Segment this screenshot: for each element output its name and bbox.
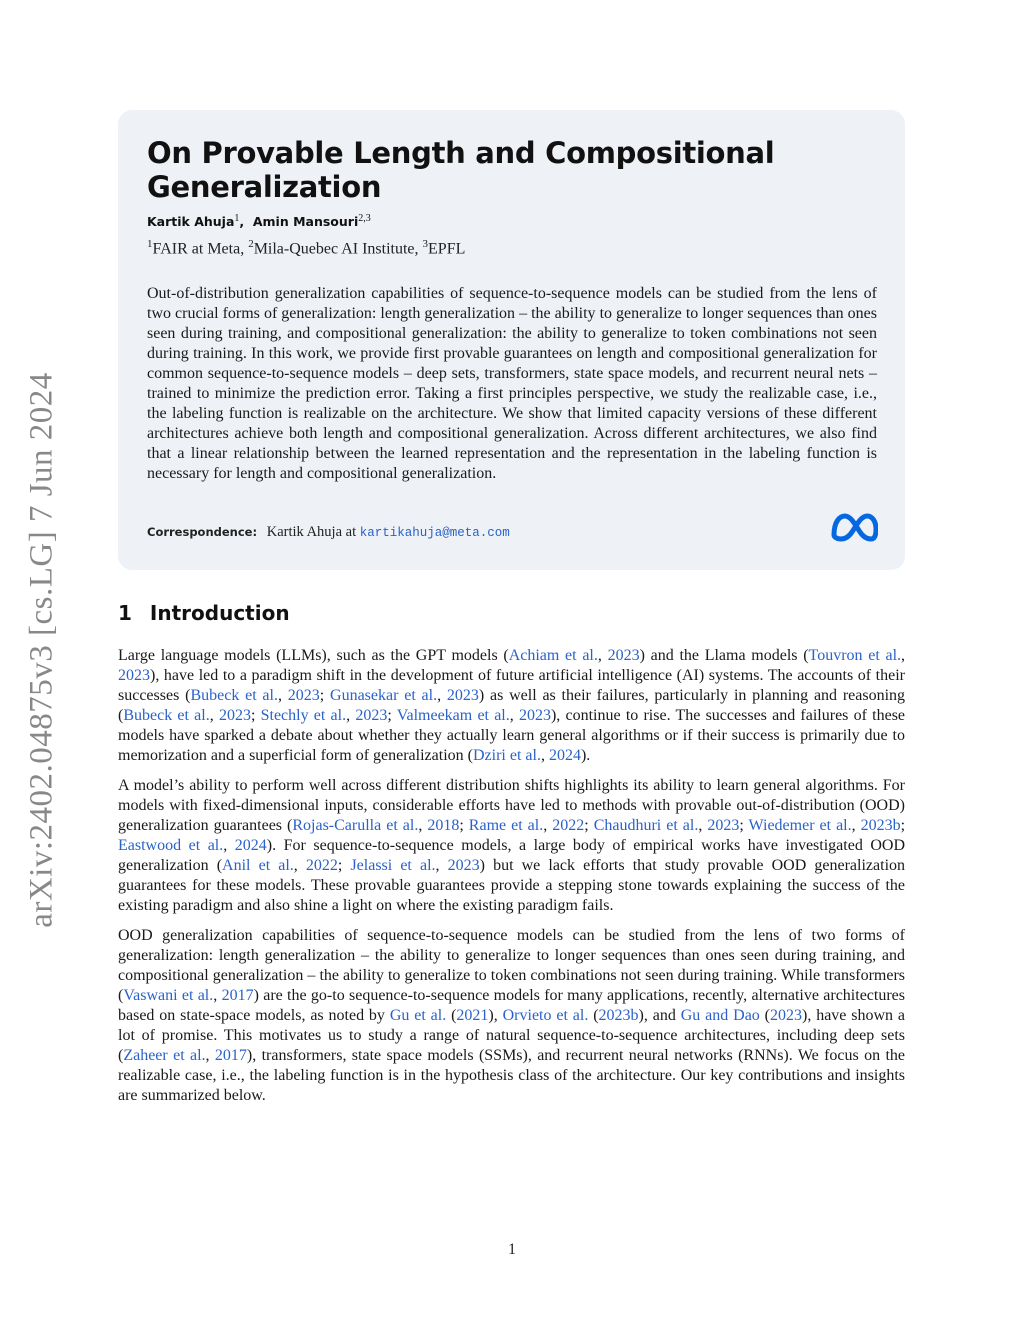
author-list: Kartik Ahuja$^1$, Amin Mansouri$^{2,3}$ <box>147 213 371 230</box>
body-text-run: ), and <box>638 1007 681 1024</box>
citation-link[interactable]: Gunasekar et al. <box>330 687 438 704</box>
citation-link[interactable]: Wiedemer et al. <box>748 817 852 834</box>
citation-link[interactable]: 2023b <box>860 817 901 834</box>
body-text-run: ; <box>250 707 261 724</box>
citation-link[interactable]: 2022 <box>305 857 338 874</box>
citation-link[interactable]: 2024 <box>548 747 581 764</box>
body-text-run: , <box>418 817 428 834</box>
body-text-run: , <box>213 987 222 1004</box>
body-text-run: , <box>437 687 447 704</box>
citation-link[interactable]: 2023 <box>118 667 150 684</box>
body-text-run: , <box>543 817 553 834</box>
body-text-run: ), have led to a paradigm shift in the development of future artificial intelligence (AI) systems. The accounts of their successes ( <box>118 667 905 704</box>
section-number: 1 <box>118 601 132 625</box>
citation-link[interactable]: Jelassi et al. <box>350 857 436 874</box>
body-paragraph <box>118 926 905 1106</box>
correspondence-name: Kartik Ahuja <box>266 524 343 540</box>
paper-title: On Provable Length and Compositional Generalization <box>147 136 775 204</box>
body-text-run: , <box>346 707 356 724</box>
body-text-run: , <box>698 817 708 834</box>
citation-link[interactable]: Rame et al. <box>468 817 544 834</box>
citation-link[interactable]: Dziri et al. <box>472 747 541 764</box>
body-text-run: ), <box>488 1007 503 1024</box>
citation-link[interactable]: Vaswani et al. <box>123 987 214 1004</box>
introduction-body <box>118 646 905 1116</box>
citation-link[interactable]: 2023 <box>770 1007 802 1024</box>
body-text-run: ; <box>459 817 469 834</box>
body-text-run: ( <box>446 1007 457 1024</box>
citation-link[interactable]: 2018 <box>427 817 460 834</box>
body-text-run: ), transformers, state space models (SSMs), and recurrent neural networks (RNNs). We focus on the realizable case, i.e., the labeling function is in the hypothesis class of the architecture. Our key contributions and insights are summarized below. <box>118 1047 906 1104</box>
citation-link[interactable]: Chaudhuri et al. <box>593 817 699 834</box>
body-text-run: OOD generalization capabilities of sequence-to-sequence models can be studied from the lens of two forms of generalization: length generalization – the ability to generalize to longer sequences than ones seen during training, and compositional generalization – the ability to generalize to token combinations not seen during training. While transformers ( <box>118 927 905 1004</box>
section-title: Introduction <box>149 601 290 625</box>
affil-mark: 3 <box>422 238 429 251</box>
citation-link[interactable]: 2023 <box>607 647 640 664</box>
author-affil-mark: 2,3 <box>358 213 371 224</box>
author-name: Kartik Ahuja <box>147 214 235 230</box>
correspondence-line <box>147 524 510 541</box>
body-text-run: ). For sequence-to-sequence models, a large body of empirical works have investigated OOD generalization ( <box>118 837 906 874</box>
body-text-run: ) and the Llama models ( <box>639 647 809 664</box>
body-paragraph <box>118 776 905 916</box>
body-text-run: , <box>435 857 448 874</box>
author-name: Amin Mansouri <box>252 214 359 230</box>
citation-link[interactable]: Zaheer et al. <box>123 1047 206 1064</box>
citation-link[interactable]: 2022 <box>552 817 585 834</box>
abstract-text: Out-of-distribution generalization capabilities of sequence-to-sequence models can be studied from the lens of two crucial forms of generalization: length generalization – the ability to generalize to longer sequences than ones seen during training, and compositional generalization: the ability to generalize to token combinations not seen during training. In this work, we provide first provable guarantees on length and compositional generalization for common sequence-to-sequence models – deep sets, transformers, state space models, and recurrent neural nets – trained to minimize the prediction error. Taking a first principles perspective, we study the realizable case, i.e., the labeling function is realizable on the architecture. We show that limited capacity versions of these different architectures achieve both length and compositional generalization. Across different architectures, we also find that a linear relationship between the learned representation and the representation in the labeling function is necessary for length and compositional generalization. <box>147 285 877 483</box>
body-text-run: ; <box>900 817 906 834</box>
body-text-run: , <box>223 837 235 854</box>
citation-link[interactable]: Rojas-Carulla et al. <box>292 817 419 834</box>
citation-link[interactable]: 2023 <box>447 857 480 874</box>
citation-link[interactable]: Stechly et al. <box>260 707 347 724</box>
citation-link[interactable]: 2023 <box>446 687 479 704</box>
body-text-run: , <box>851 817 861 834</box>
body-text-run: ( <box>759 1007 770 1024</box>
correspondence-label: Correspondence: <box>147 525 258 539</box>
affil-name: Mila-Quebec AI Institute <box>253 240 415 258</box>
affiliation-list: $^1$FAIR at Meta, $^2$Mila-Quebec AI Institute, $^3$EPFL <box>147 238 466 258</box>
paper-header-box <box>118 110 905 570</box>
citation-link[interactable]: 2017 <box>221 987 254 1004</box>
body-text-run: , <box>205 1047 215 1064</box>
body-text-run: ( <box>588 1007 599 1024</box>
citation-link[interactable]: Gu et al. <box>389 1007 447 1024</box>
citation-link[interactable]: Achiam et al. <box>508 647 598 664</box>
body-text-run: , <box>209 707 219 724</box>
citation-link[interactable]: 2024 <box>234 837 267 854</box>
citation-link[interactable]: Bubeck et al. <box>123 707 210 724</box>
citation-link[interactable]: Touvron et al. <box>808 647 902 664</box>
body-text-run: ) as well as their failures, particularly in planning and reasoning ( <box>118 687 906 724</box>
page-number: 1 <box>508 1241 516 1258</box>
section-heading-introduction <box>118 601 290 625</box>
body-text-run: ; <box>387 707 397 724</box>
citation-link[interactable]: 2023 <box>218 707 251 724</box>
arxiv-identifier: arXiv:2402.04875v3 [cs.LG] 7 Jun 2024 <box>23 372 60 928</box>
body-text-run: ; <box>584 817 594 834</box>
correspondence-email-link[interactable]: kartikahuja@meta.com <box>359 526 510 540</box>
correspondence-at: at <box>345 524 357 540</box>
body-text-run: , <box>509 707 519 724</box>
citation-link[interactable]: 2023b <box>598 1007 639 1024</box>
citation-link[interactable]: 2023 <box>287 687 320 704</box>
citation-link[interactable]: Valmeekam et al. <box>396 707 510 724</box>
affil-mark: 1 <box>147 238 153 251</box>
body-text-run: , <box>901 647 906 664</box>
citation-link[interactable]: Anil et al. <box>222 857 294 874</box>
body-text-run: , <box>597 647 608 664</box>
body-text-run: ) are the go-to sequence-to-sequence models for many applications, recently, alternative architectures based on state-space models, as noted by <box>118 987 905 1024</box>
body-text-run: , <box>293 857 306 874</box>
body-text-run: Large language models (LLMs), such as the GPT models ( <box>118 647 509 664</box>
body-text-run: ), have shown a lot of promise. This motivates us to study a range of natural sequence-to-sequence architectures, including deep sets ( <box>118 1007 906 1064</box>
body-text-run: ; <box>319 687 331 704</box>
citation-link[interactable]: 2017 <box>214 1047 247 1064</box>
body-text-run: , <box>277 687 288 704</box>
affil-name: FAIR at Meta <box>152 240 241 258</box>
body-text-run: ). <box>580 747 591 764</box>
body-text-run: ; <box>739 817 749 834</box>
body-text-run: A model’s ability to perform well across different distribution shifts highlights its ability to learn general algorithms. For models with fixed-dimensional inputs, considerable efforts have led to methods with provable out-of-distribution (OOD) generalization guarantees ( <box>118 777 905 834</box>
citation-link[interactable]: Gu and Dao <box>680 1007 760 1024</box>
citation-link[interactable]: 2023 <box>355 707 388 724</box>
citation-link[interactable]: Eastwood et al. <box>118 837 224 854</box>
citation-link[interactable]: 2023 <box>518 707 551 724</box>
affil-name: EPFL <box>428 240 466 258</box>
body-text-run: ), continue to rise. The successes and failures of these models have sparked a debate about whether they actually learn general algorithms or if their success is primarily due to memorization and a superficial form of generalization ( <box>118 707 906 764</box>
citation-link[interactable]: 2021 <box>456 1007 489 1024</box>
body-text-run: ; <box>337 857 351 874</box>
citation-link[interactable]: Bubeck et al. <box>190 687 278 704</box>
citation-link[interactable]: Orvieto et al. <box>502 1007 589 1024</box>
body-text-run: , <box>540 747 549 764</box>
body-paragraph <box>118 646 905 766</box>
author-affil-mark: 1 <box>234 213 240 224</box>
affil-mark: 2 <box>248 238 254 251</box>
body-text-run: ) but we lack efforts that study provable OOD generalization guarantees for these models. These provable guarantees provide a stepping stone towards explaining the success of the existing paradigm and also shine a light on where the existing paradigm fails. <box>118 857 906 914</box>
citation-link[interactable]: 2023 <box>707 817 740 834</box>
meta-logo-icon <box>830 511 878 543</box>
